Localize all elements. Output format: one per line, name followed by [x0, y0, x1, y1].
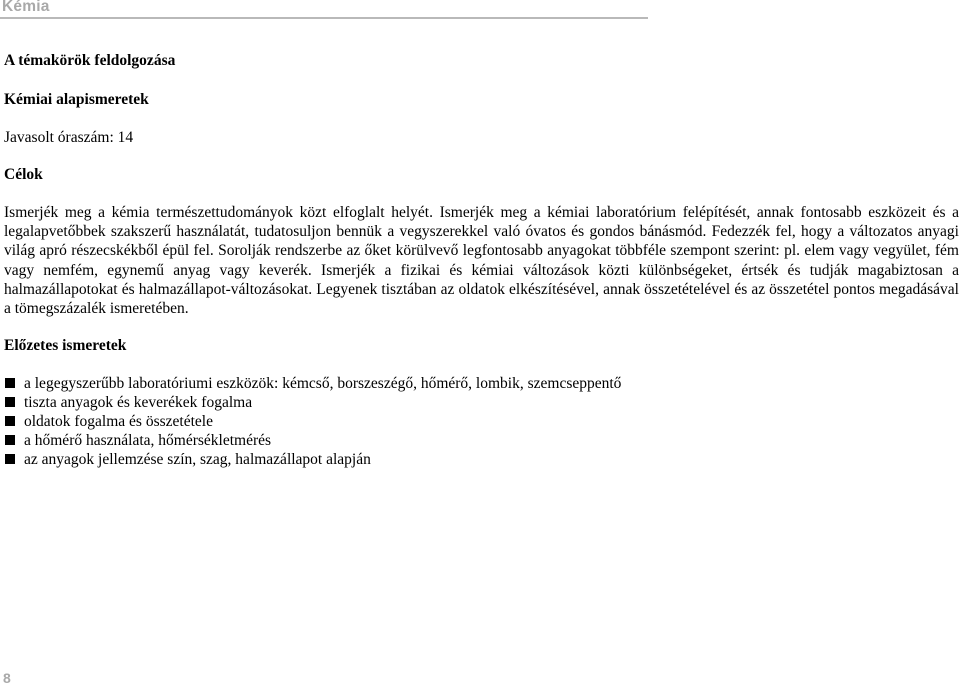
goals-heading: Célok	[4, 166, 43, 183]
list-item	[4, 374, 621, 393]
list-item	[4, 450, 621, 469]
page-number: 8	[3, 670, 11, 686]
list-item-text: a legegyszerűbb laboratóriumi eszközök: kémcső, borszeszégő, hőmérő, lombik, szemcseppentő	[24, 375, 622, 392]
subtopic-heading: Kémiai alapismeretek	[4, 91, 149, 108]
list-item-text: a hőmérő használata, hőmérsékletmérés	[24, 432, 272, 449]
prior-knowledge-heading: Előzetes ismeretek	[4, 337, 127, 354]
topic-heading: A témakörök feldolgozása	[4, 52, 176, 69]
list-item	[4, 393, 621, 412]
list-item	[4, 412, 621, 431]
square-bullet-icon	[5, 397, 15, 407]
header-title: Kémia	[2, 0, 50, 15]
recommended-hours: Javasolt óraszám: 14	[4, 129, 134, 146]
square-bullet-icon	[5, 378, 15, 388]
page-header	[0, 0, 648, 19]
square-bullet-icon	[5, 416, 15, 426]
prior-knowledge-list	[4, 374, 621, 469]
list-item	[4, 431, 621, 450]
square-bullet-icon	[5, 454, 15, 464]
list-item-text: az anyagok jellemzése szín, szag, halmazállapot alapján	[24, 451, 371, 468]
square-bullet-icon	[5, 435, 15, 445]
list-item-text: tiszta anyagok és keverékek fogalma	[24, 394, 253, 411]
goals-paragraph: Ismerjék meg a kémia természettudományok közt elfoglalt helyét. Ismerjék meg a kémiai laboratórium felépítését, annak fontosabb eszközeit és a legalapvetőbbek szakszerű használatát, tudatosuljon bennük a vegyszerekkel való óvatos és gondos bánásmód. Fedezzék fel, hogy a változatos anyagi világ apró részecskékből épül fel. Sorolják rendszerbe az őket körülvevő legfontosabb anyagokat többféle szempont szerint: pl. elem vagy vegyület, fém vagy nemfém, egynemű anyag vagy keverék. Ismerjék a fizikai és kémiai változások közti különbségeket, értsék és tudják magabiztosan a halmazállapotokat és halmazállapot-változásokat. Legyenek tisztában az oldatok elkészítésével, annak összetételével és az összetétel pontos megadásával a tömegszázalék ismeretében.	[4, 204, 959, 318]
list-item-text: oldatok fogalma és összetétele	[24, 413, 213, 430]
